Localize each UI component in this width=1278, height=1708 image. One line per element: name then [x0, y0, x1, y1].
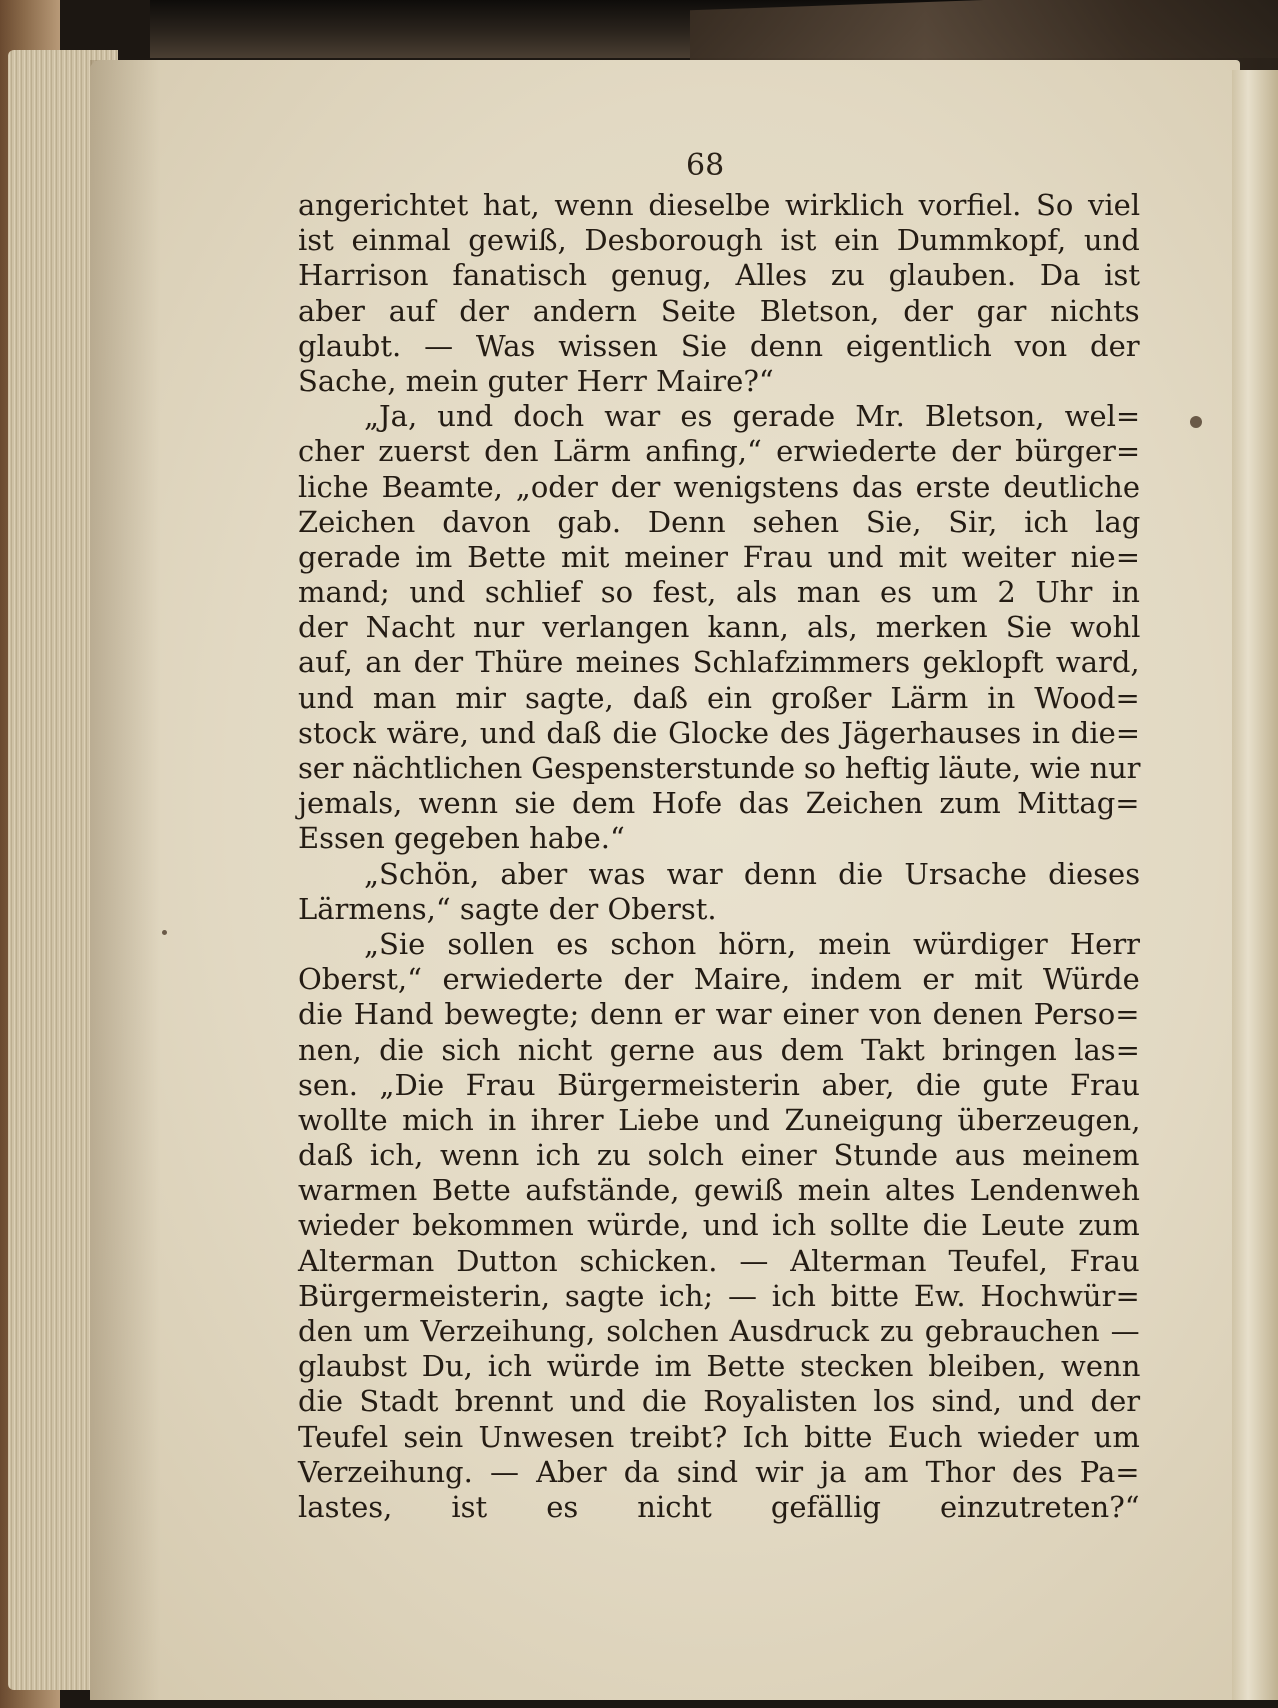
body-text	[298, 188, 1140, 1525]
text-line: glaubt. — Was wissen Sie denn eigentlich von der	[298, 328, 1140, 363]
text-line: Teufel sein Unwesen treibt? Ich bitte Euch wieder um	[298, 1419, 1140, 1454]
text-line: sen. „Die Frau Bürgermeisterin aber, die gute Frau	[298, 1067, 1140, 1102]
text-line: „Sie sollen es schon hörn, mein würdiger Herr	[364, 926, 1141, 961]
text-line: nen, die sich nicht gerne aus dem Takt bringen las=	[298, 1032, 1140, 1067]
text-line: Oberst,“ erwiederte der Maire, indem er mit Würde	[298, 962, 1140, 997]
text-line: wollte mich in ihrer Liebe und Zuneigung überzeugen,	[298, 1102, 1141, 1137]
text-line: Bürgermeisterin, sagte ich; — ich bitte Ew. Hochwür=	[298, 1278, 1140, 1313]
page-number: 68	[686, 148, 725, 183]
text-line: mand; und schlief so fest, als man es um 2 Uhr in	[298, 575, 1140, 610]
text-line: glaubst Du, ich würde im Bette stecken bleiben, wenn	[298, 1349, 1141, 1384]
text-line: die Hand bewegte; denn er war einer von denen Perso=	[298, 997, 1140, 1032]
text-line: Essen gegeben habe.“	[298, 821, 625, 856]
text-line: den um Verzeihung, solchen Ausdruck zu gebrauchen —	[298, 1314, 1140, 1348]
text-line: jemals, wenn sie dem Hofe das Zeichen zum Mittag=	[298, 786, 1140, 821]
text-line: „Schön, aber was war denn die Ursache dieses	[364, 856, 1141, 891]
text-line: ist einmal gewiß, Desborough ist ein Dummkopf, und	[298, 223, 1140, 258]
text-line: Harrison fanatisch genug, Alles zu glauben. Da ist	[298, 258, 1140, 293]
text-line: Lärmens,“ sagte der Oberst.	[298, 891, 717, 926]
text-line: stock wäre, und daß die Glocke des Jägerhauses in die=	[298, 715, 1141, 750]
text-line: der Nacht nur verlangen kann, als, merken Sie wohl	[298, 610, 1141, 645]
text-line: angerichtet hat, wenn dieselbe wirklich vorfiel. So viel	[298, 188, 1141, 222]
text-line: lastes, ist es nicht gefällig einzutreten?“	[298, 1489, 1140, 1524]
text-line: warmen Bette aufstände, gewiß mein altes Lendenweh	[298, 1173, 1140, 1208]
text-line: Zeichen davon gab. Denn sehen Sie, Sir, ich lag	[298, 504, 1141, 539]
text-line: die Stadt brennt und die Royalisten los sind, und der	[298, 1384, 1141, 1419]
text-line: „Ja, und doch war es gerade Mr. Bletson, wel=	[364, 399, 1141, 434]
text-line: auf, an der Thüre meines Schlafzimmers geklopft ward,	[298, 645, 1140, 680]
facing-page-edge	[1232, 70, 1278, 1700]
text-line: und man mir sagte, daß ein großer Lärm in Wood=	[298, 680, 1140, 715]
text-line: gerade im Bette mit meiner Frau und mit weiter nie=	[298, 539, 1141, 574]
text-line: wieder bekommen würde, und ich sollte die Leute zum	[298, 1208, 1140, 1243]
text-line: Verzeihung. — Aber da sind wir ja am Thor des Pa=	[298, 1454, 1140, 1489]
text-line: liche Beamte, „oder der wenigstens das erste deutliche	[298, 469, 1141, 504]
text-line: Alterman Dutton schicken. — Alterman Teufel, Frau	[298, 1243, 1140, 1278]
text-line: ser nächtlichen Gespensterstunde so heftig läute, wie nur	[298, 751, 1141, 785]
text-line: daß ich, wenn ich zu solch einer Stunde aus meinem	[298, 1138, 1140, 1173]
page-gutter-shadow	[90, 60, 160, 1700]
text-line: cher zuerst den Lärm anfing,“ erwiederte der bürger=	[298, 434, 1141, 469]
text-line: aber auf der andern Seite Bletson, der gar nichts	[298, 293, 1140, 328]
paper-speck	[162, 930, 167, 935]
text-line: Sache, mein guter Herr Maire?“	[298, 363, 774, 398]
paper-speck	[1190, 416, 1202, 428]
